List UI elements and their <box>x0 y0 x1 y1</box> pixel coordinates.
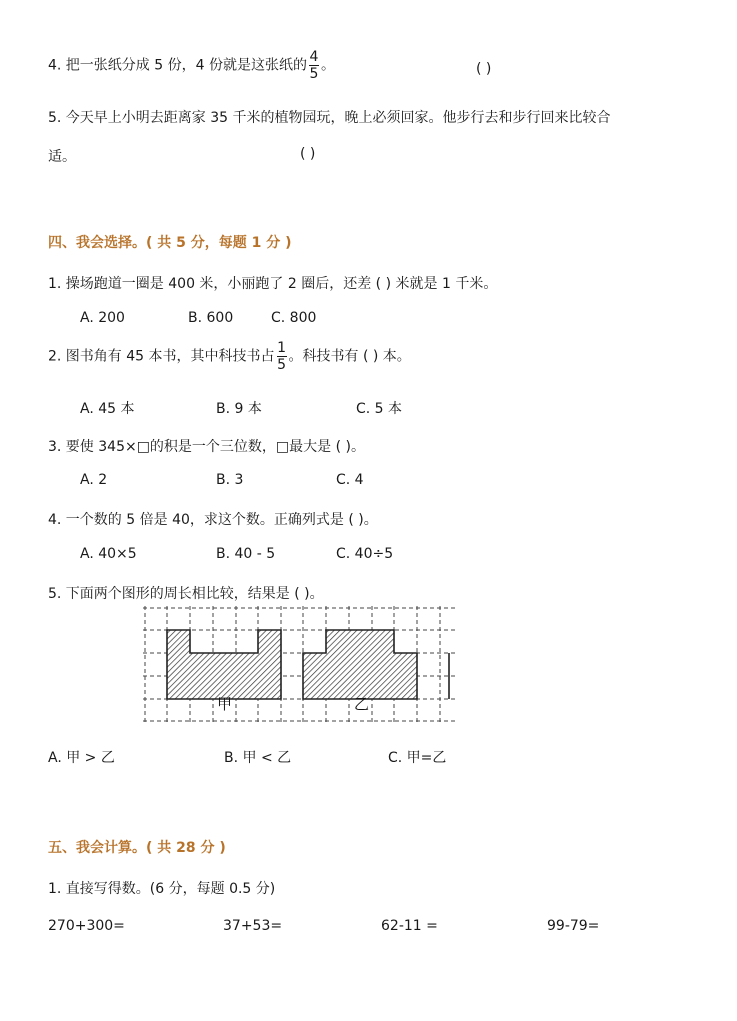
section-heading-choice: 四、我会选择。( 共 5 分，每题 1 分 ) <box>48 235 292 251</box>
choice-question-1: 1. 操场跑道一圈是 400 米，小丽跑了 2 圈后，还差 ( ) 米就是 1 千米。 <box>48 276 498 292</box>
label-yi: 乙 <box>354 695 370 713</box>
label-jia: 甲 <box>217 695 233 713</box>
choice-question-2: 2. 图书角有 45 本书，其中科技书占 $\frac{1}{5}$ 。科技书有 ( ) 本。 <box>48 340 411 373</box>
calc-item-1[interactable]: 270+300= <box>48 918 125 934</box>
tf-question-5-line1: 5. 今天早上小明去距离家 35 千米的植物园玩，晚上必须回家。他步行去和步行回来比较合 <box>48 110 611 126</box>
tf-question-5-line2: 适。 <box>48 149 76 165</box>
choice-q2-option-a[interactable]: A. 45 本 <box>80 401 135 417</box>
choice-q2-option-c[interactable]: C. 5 本 <box>356 401 403 417</box>
calc-question-1: 1. 直接写得数。(6 分，每题 0.5 分) <box>48 881 276 897</box>
section-heading-calc: 五、我会计算。( 共 28 分 ) <box>48 840 226 856</box>
choice-question-4: 4. 一个数的 5 倍是 40，求这个数。正确列式是 ( )。 <box>48 512 378 528</box>
choice-q1-option-c[interactable]: C. 800 <box>271 310 317 326</box>
tf-q5-answer-paren[interactable]: ( ) <box>300 146 316 162</box>
fraction-4-5: $\frac{4}{5}$ <box>309 49 319 82</box>
shape-jia <box>167 630 281 699</box>
shape-yi <box>303 630 417 699</box>
choice-q5-option-b[interactable]: B. 甲 < 乙 <box>224 750 292 766</box>
choice-q3-option-c[interactable]: C. 4 <box>336 472 364 488</box>
tf-q4-answer-paren[interactable]: ( ) <box>476 61 492 77</box>
perimeter-comparison-figure <box>143 606 455 724</box>
tf-q4-text: 4. 把一张纸分成 5 份，4 份就是这张纸的 <box>48 57 307 74</box>
choice-q4-option-b[interactable]: B. 40 - 5 <box>216 546 276 562</box>
calc-item-4[interactable]: 99-79= <box>547 918 600 934</box>
calc-item-2[interactable]: 37+53= <box>223 918 283 934</box>
choice-q5-option-a[interactable]: A. 甲 > 乙 <box>48 750 115 766</box>
choice-q5-option-c[interactable]: C. 甲=乙 <box>388 750 447 766</box>
choice-q2-option-b[interactable]: B. 9 本 <box>216 401 262 417</box>
choice-q3-option-b[interactable]: B. 3 <box>216 472 244 488</box>
choice-q4-option-c[interactable]: C. 40÷5 <box>336 546 394 562</box>
choice-question-5: 5. 下面两个图形的周长相比较，结果是 ( )。 <box>48 586 324 602</box>
choice-q4-option-a[interactable]: A. 40×5 <box>80 546 137 562</box>
choice-question-3: 3. 要使 345×□的积是一个三位数，□最大是 ( )。 <box>48 439 365 455</box>
choice-q3-option-a[interactable]: A. 2 <box>80 472 108 488</box>
choice-q1-option-b[interactable]: B. 600 <box>188 310 234 326</box>
tf-question-4: 4. 把一张纸分成 5 份，4 份就是这张纸的 $\frac{4}{5}$ 。 <box>48 49 335 82</box>
calc-item-3[interactable]: 62-11 = <box>381 918 438 934</box>
choice-q1-option-a[interactable]: A. 200 <box>80 310 125 326</box>
fraction-1-5: $\frac{1}{5}$ <box>277 340 286 373</box>
